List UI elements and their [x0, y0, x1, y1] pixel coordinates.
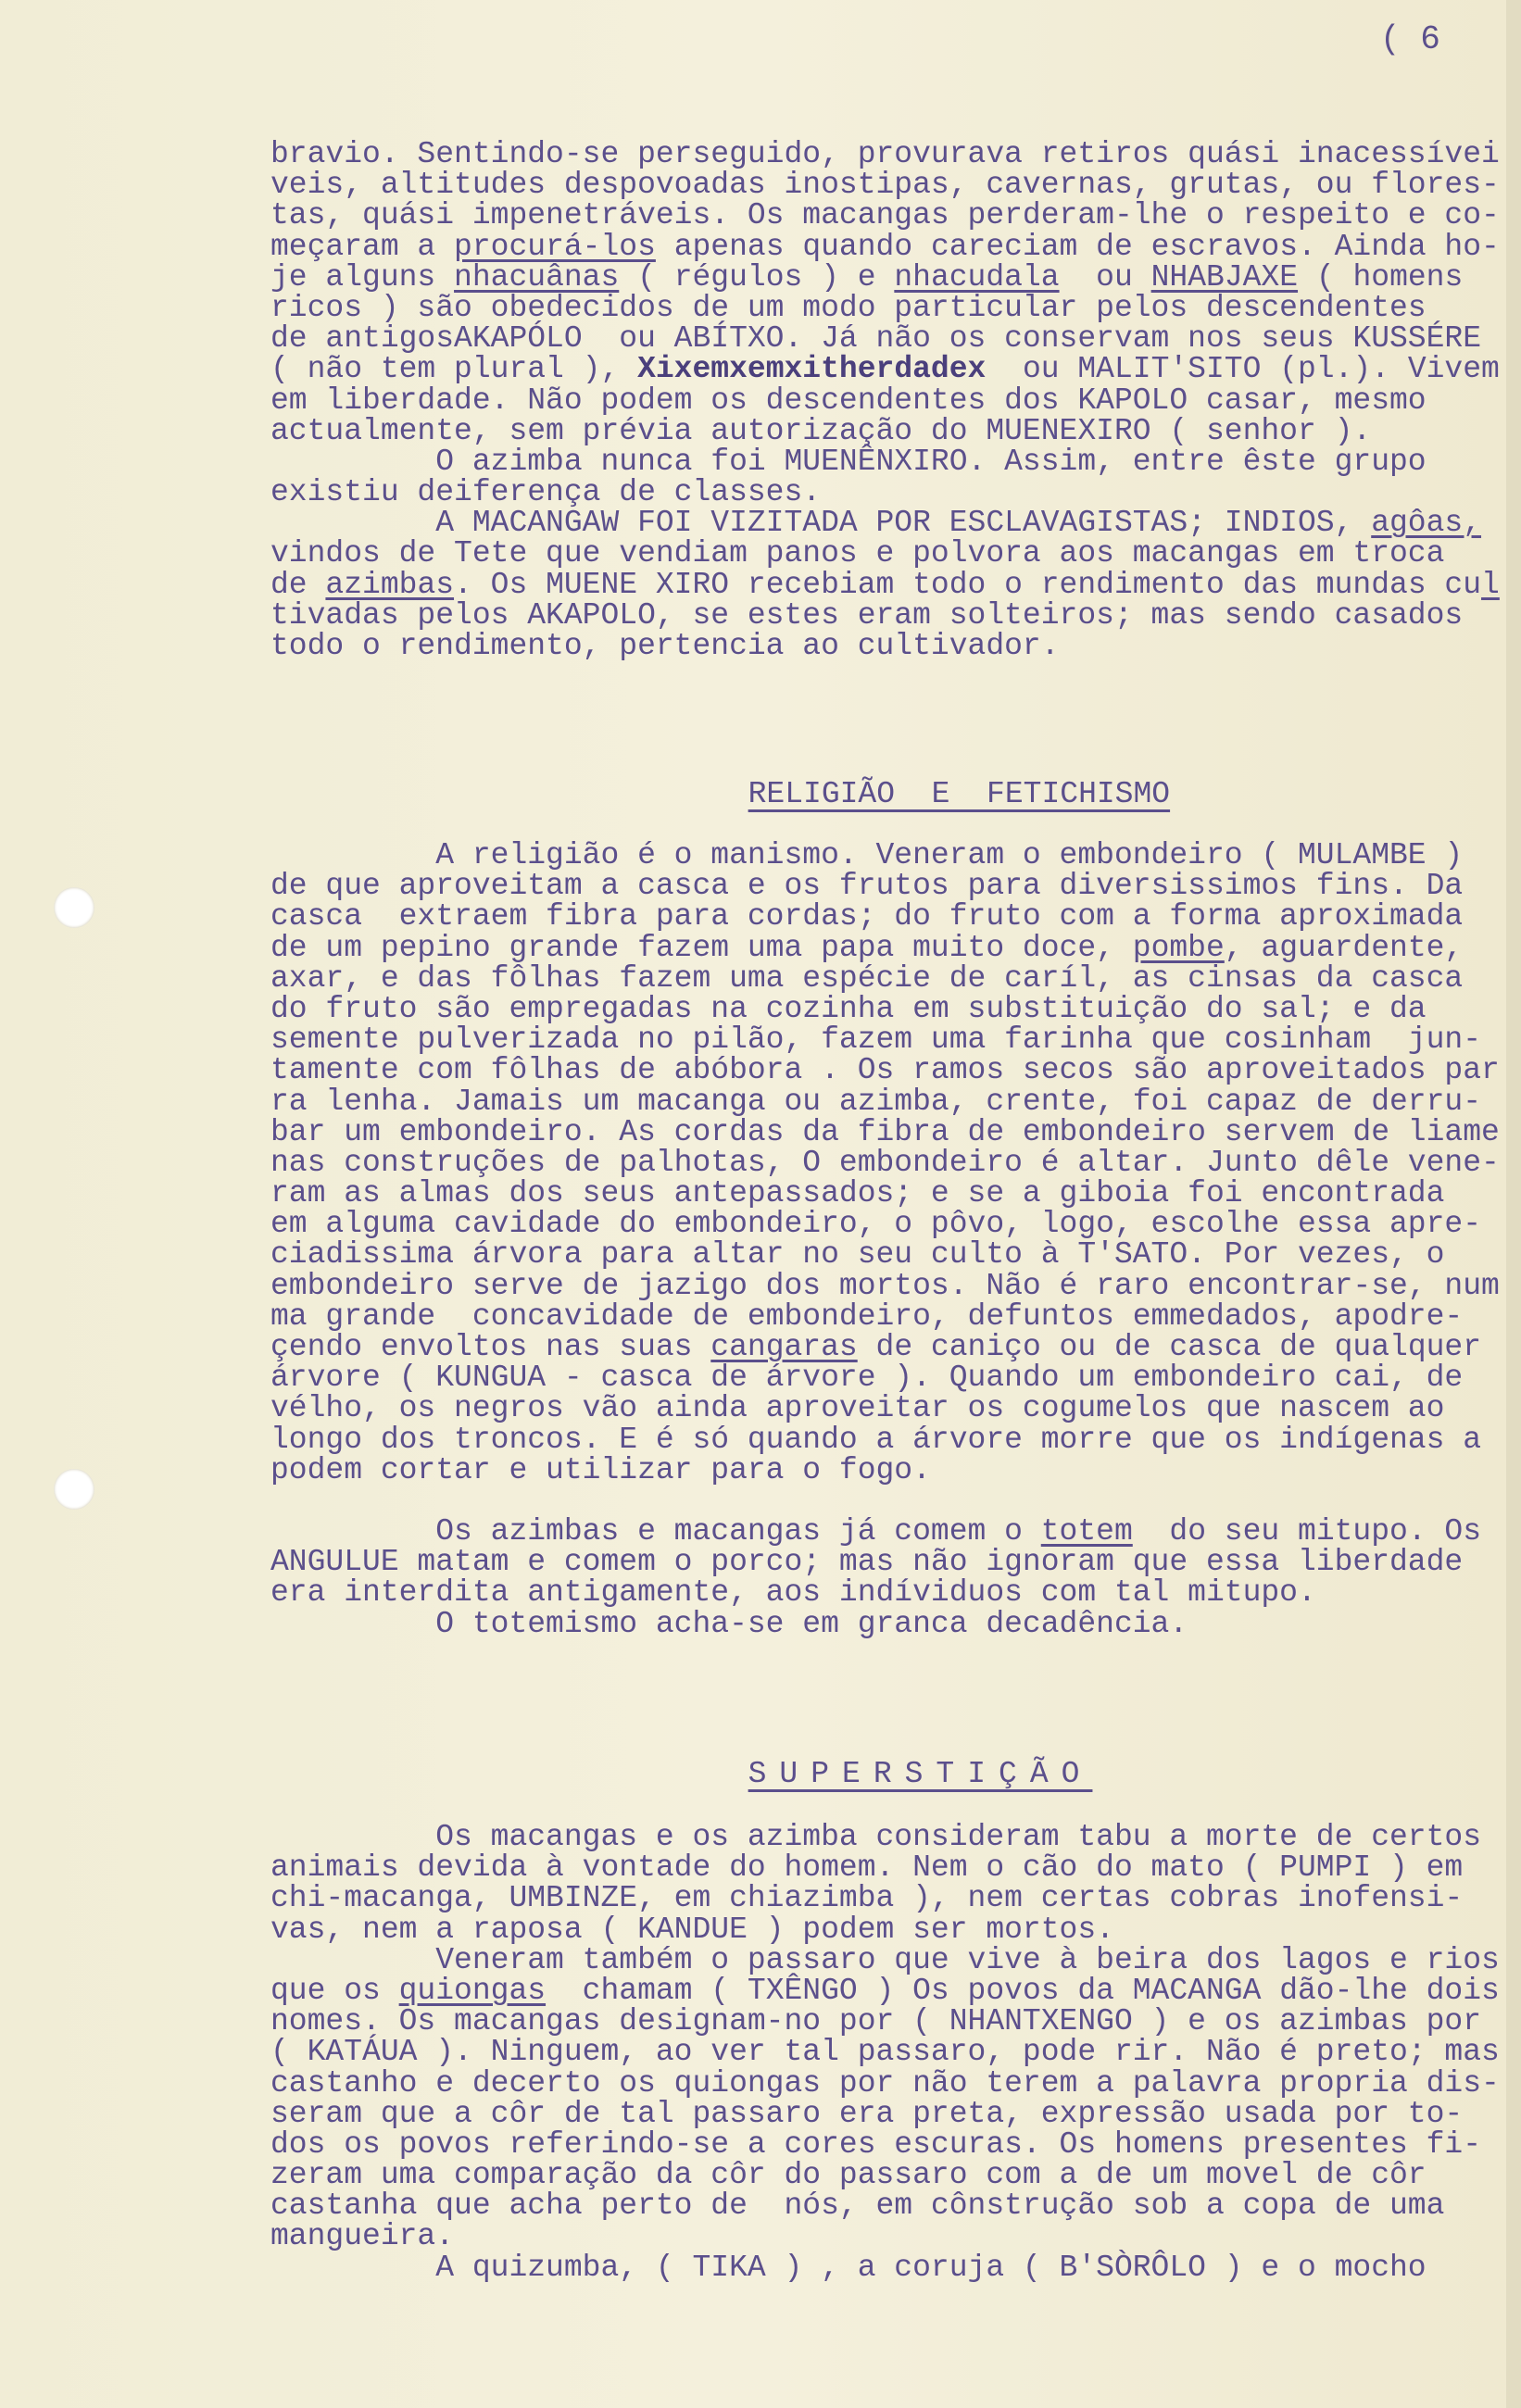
text-line	[270, 352, 1500, 387]
text-line	[270, 1237, 1500, 1273]
text-segment: de que aproveitam a casca e os frutos para diversissimos fins. Da	[270, 869, 1464, 904]
text-segment: tas, quási impenetráveis. Os macangas perderam-lhe o respeito e co-	[270, 198, 1500, 233]
text-line	[270, 477, 1500, 508]
text-line	[270, 1086, 1500, 1117]
struck-out-text: Xixemxemxitherdadex	[637, 352, 987, 387]
text-line	[270, 1822, 1500, 1852]
text-line	[270, 1975, 1500, 2006]
text-line	[270, 2126, 1500, 2162]
text-segment: O azimba nunca foi MUENÊNXIRO. Assim, entre êste grupo	[270, 444, 1427, 479]
heading-religiao	[711, 748, 1171, 811]
text-segment: nomes. Os macangas designam-no por ( NHANTXENGO ) e os azimbas por	[270, 2004, 1482, 2039]
text-segment: em alguma cavidade do embondeiro, o pôvo, logo, escolhe essa apre-	[270, 1207, 1482, 1242]
text-line	[270, 567, 1500, 602]
text-line	[270, 1881, 1500, 1916]
text-line	[270, 840, 1500, 871]
text-line	[270, 1391, 1500, 1426]
text-segment: çendo envoltos nas suas	[270, 1330, 711, 1364]
underlined-term: NHABJAXE	[1150, 259, 1299, 295]
text-segment: . Os MUENE XIRO recebiam todo o rendimento das mundas cu	[454, 567, 1482, 602]
text-line	[270, 1053, 1500, 1088]
text-segment: de	[270, 567, 326, 602]
text-line	[270, 1332, 1500, 1362]
text-segment: ram as almas dos seus antepassados; e se a giboia foi encontrada	[270, 1176, 1445, 1211]
text-line	[270, 2219, 1500, 2254]
underlined-term: agôas,	[1371, 506, 1482, 541]
text-line	[270, 597, 1500, 633]
text-line	[270, 2189, 1500, 2224]
text-segment: O totemismo acha-se em granca decadência.	[270, 1606, 1188, 1641]
text-segment: axar, e das fôlhas fazem uma espécie de caríl, as cinsas da casca	[270, 960, 1464, 996]
text-line	[270, 1178, 1500, 1209]
text-segment: A religião é o manismo. Veneram o embondeiro ( MULAMBE )	[270, 838, 1464, 872]
text-segment: tamente com fôlhas de abóbora . Os ramos secos são aproveitados par	[270, 1053, 1500, 1088]
text-segment: todo o rendimento, pertencia ao cultivador.	[270, 629, 1060, 663]
text-line	[270, 1942, 1500, 1977]
paragraph-totemism	[270, 1516, 1481, 1639]
text-segment: castanho e decerto os quiongas por não terem a palavra propria dis-	[270, 2065, 1500, 2101]
text-segment: meçaram a	[270, 229, 455, 264]
text-line	[270, 506, 1500, 541]
text-line	[270, 1606, 1481, 1641]
text-segment: ra lenha. Jamais um macanga ou azimba, crente, foi capaz de derru-	[270, 1084, 1482, 1119]
text-segment: chi-macanga, UMBINZE, em chiazimba ), nem certas cobras inofensi-	[270, 1881, 1464, 1916]
text-segment: vélho, os negros vão ainda aproveitar os cogumelos que nascem ao	[270, 1391, 1445, 1426]
text-line	[270, 413, 1500, 448]
text-segment: seram que a côr de tal passaro era preta, expressão usada por to-	[270, 2096, 1464, 2131]
text-line	[270, 2006, 1500, 2037]
text-line	[270, 1545, 1481, 1580]
text-line	[270, 2096, 1500, 2131]
text-line	[270, 631, 1500, 661]
text-line	[270, 1298, 1500, 1334]
text-segment: actualmente, sem prévia autorização do MUENEXIRO ( senhor ).	[270, 413, 1372, 448]
text-segment: nas construções de palhotas, O embondeiro é altar. Junto dêle vene-	[270, 1145, 1500, 1180]
text-line	[270, 930, 1500, 965]
text-line	[270, 139, 1500, 169]
text-segment: zeram uma comparação da côr do passaro com a de um movel de côr	[270, 2158, 1427, 2193]
underlined-term: totem	[1040, 1514, 1133, 1549]
text-line	[270, 901, 1500, 932]
text-segment: árvore ( KUNGUA - casca de árvore ). Quando um embondeiro cai, de	[270, 1361, 1464, 1396]
text-segment: bar um embondeiro. As cordas da fibra de embondeiro servem de liame	[270, 1114, 1500, 1149]
text-segment: ( homens	[1298, 259, 1464, 295]
text-segment: A MACANGAW FOI VIZITADA POR ESCLAVAGISTAS; INDIOS,	[270, 506, 1372, 541]
text-line	[270, 1022, 1500, 1058]
text-segment: ( KATÁUA ). Ninguem, ao ver tal passaro, pode rir. Não é preto; mas	[270, 2035, 1500, 2070]
text-segment: de antigosAKAPÓLO ou ABÍTXO. Já não os conservam nos seus KUSSÉRE	[270, 321, 1482, 357]
punch-hole	[54, 1469, 94, 1510]
text-line	[270, 1914, 1500, 1945]
text-segment: vas, nem a raposa ( KANDUE ) podem ser mortos.	[270, 1912, 1114, 1947]
underlined-term: pombe	[1132, 930, 1225, 965]
text-line	[270, 2065, 1500, 2101]
text-segment: podem cortar e utilizar para o fogo.	[270, 1452, 931, 1487]
punch-hole	[54, 887, 94, 928]
text-segment: mangueira.	[270, 2219, 455, 2254]
text-line	[270, 385, 1500, 416]
text-line	[270, 991, 1500, 1026]
text-segment: ou MALIT'SITO (pl.). Vivem	[986, 352, 1500, 387]
heading-superticao-text: SUPERSTIÇÃO	[748, 1757, 1093, 1791]
text-line	[270, 1516, 1481, 1547]
underlined-term: quiongas	[398, 1973, 547, 2008]
text-segment: , aguardente,	[1224, 930, 1464, 965]
text-segment: do seu mitupo. Os	[1132, 1514, 1482, 1549]
underlined-term: azimbas	[325, 567, 455, 602]
text-line	[270, 2158, 1500, 2193]
heading-superticao	[711, 1728, 1093, 1791]
text-segment: era interdita antigamente, aos indíviduos com tal mitupo.	[270, 1575, 1316, 1611]
text-line	[270, 2035, 1500, 2070]
text-segment: dos os povos referindo-se a cores escuras. Os homens presentes fi-	[270, 2126, 1482, 2162]
text-segment: animais devida à vontade do homem. Nem o cão do mato ( PUMPI ) em	[270, 1850, 1464, 1886]
text-segment: ANGULUE matam e comem o porco; mas não ignoram que essa liberdade	[270, 1545, 1464, 1580]
text-line	[270, 1575, 1481, 1611]
paragraph-religion	[270, 840, 1500, 1486]
text-line	[270, 2252, 1500, 2283]
text-segment: chamam ( TXÊNGO ) Os povos da MACANGA dão-lhe dois	[546, 1973, 1500, 2008]
text-segment: vindos de Tete que vendiam panos e polvora aos macangas em troca	[270, 536, 1445, 571]
text-line	[270, 1268, 1500, 1303]
text-segment: casca extraem fibra para cordas; do fruto com a forma aproximada	[270, 899, 1464, 934]
text-segment: do fruto são empregadas na cozinha em substituição do sal; e da	[270, 991, 1427, 1026]
text-line	[270, 1424, 1500, 1455]
text-line	[270, 229, 1500, 264]
text-segment: tivadas pelos AKAPOLO, se estes eram solteiros; mas sendo casados	[270, 597, 1464, 633]
text-line	[270, 200, 1500, 231]
text-line	[270, 446, 1500, 477]
text-segment: Os azimbas e macangas já comem o	[270, 1514, 1041, 1549]
text-segment: de um pepino grande fazem uma papa muito doce,	[270, 930, 1133, 965]
text-line	[270, 1452, 1500, 1487]
text-line	[270, 290, 1500, 325]
text-segment: embondeiro serve de jazigo dos mortos. Não é raro encontrar-se, num	[270, 1268, 1500, 1303]
text-line	[270, 1145, 1500, 1180]
text-segment: ma grande concavidade de embondeiro, defuntos emmedados, apodre-	[270, 1298, 1464, 1334]
text-line	[270, 1114, 1500, 1149]
text-segment: A quizumba, ( TIKA ) , a coruja ( B'SÒRÔLO ) e o mocho	[270, 2250, 1427, 2285]
text-segment: que os	[270, 1973, 399, 2008]
text-line	[270, 168, 1500, 203]
underlined-term: cangaras	[710, 1330, 858, 1364]
heading-religiao-text: RELIGIÃO E FETICHISMO	[748, 777, 1171, 811]
text-segment: ricos ) são obedecidos de um modo particular pelos descendentes	[270, 290, 1427, 325]
text-segment: ( régulos ) e	[619, 259, 895, 295]
paragraph-superstition	[270, 1822, 1500, 2283]
paragraph-history	[270, 139, 1500, 661]
underlined-term: l	[1481, 567, 1500, 602]
text-line	[270, 869, 1500, 904]
text-segment: de caniço ou de casca de qualquer	[857, 1330, 1482, 1364]
text-line	[270, 960, 1500, 996]
text-segment: ( não tem plural ),	[270, 352, 638, 387]
text-segment: je alguns	[270, 259, 455, 295]
text-segment: bravio. Sentindo-se perseguido, provurava retiros quási inacessívei	[270, 137, 1500, 171]
text-line	[270, 1361, 1500, 1396]
text-segment: ou	[1059, 259, 1151, 295]
text-segment: longo dos troncos. E é só quando a árvore morre que os indígenas a	[270, 1422, 1482, 1457]
text-segment: ciadissima árvora para altar no seu culto à T'SATO. Por vezes, o	[270, 1237, 1445, 1273]
text-line	[270, 1207, 1500, 1242]
underlined-term: procurá-los	[454, 229, 656, 264]
text-segment: veis, altitudes despovoadas inostipas, cavernas, grutas, ou flores-	[270, 168, 1500, 203]
text-segment: castanha que acha perto de nós, em cônstrução sob a copa de uma	[270, 2189, 1445, 2224]
page-number: ( 6	[1380, 20, 1440, 58]
text-line	[270, 321, 1500, 357]
text-segment: em liberdade. Não podem os descendentes dos KAPOLO casar, mesmo	[270, 383, 1427, 418]
text-segment: existiu deiferença de classes.	[270, 475, 822, 510]
text-line	[270, 259, 1500, 295]
text-segment: semente pulverizada no pilão, fazem uma farinha que cosinham jun-	[270, 1022, 1482, 1058]
page-edge	[1506, 0, 1521, 2408]
text-segment: Veneram também o passaro que vive à beira dos lagos e rios	[270, 1942, 1500, 1977]
text-line	[270, 1850, 1500, 1886]
text-segment: Os macangas e os azimba consideram tabu a morte de certos	[270, 1820, 1482, 1854]
text-segment: apenas quando careciam de escravos. Ainda ho-	[655, 229, 1500, 264]
underlined-term: nhacuânas	[454, 259, 620, 295]
text-line	[270, 538, 1500, 569]
underlined-term: nhacudala	[894, 259, 1060, 295]
